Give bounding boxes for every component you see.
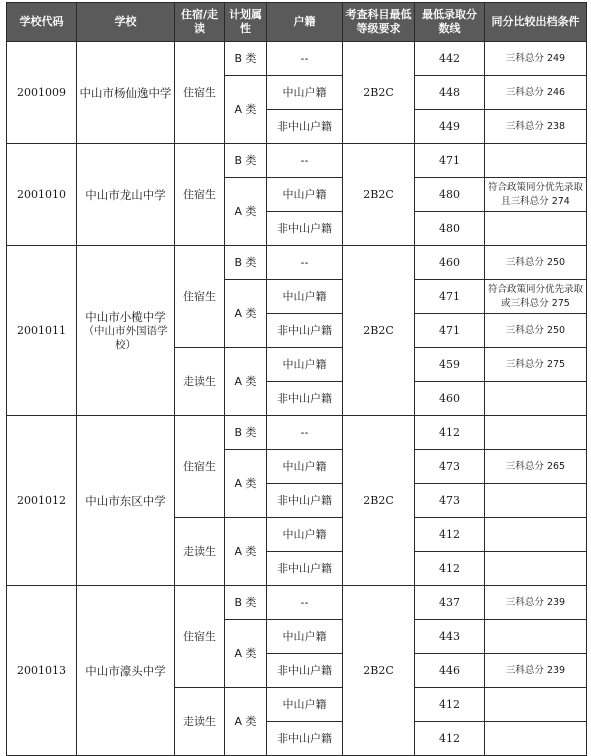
condition-cell: 符合政策同分优先录取或三科总分 275 xyxy=(485,280,587,314)
header-hukou: 户籍 xyxy=(267,3,343,42)
school-name-cell xyxy=(77,144,175,246)
condition-cell: 三科总分 238 xyxy=(485,110,587,144)
hukou-cell: 非中山户籍 xyxy=(267,382,343,416)
condition-cell: 三科总分 239 xyxy=(485,654,587,688)
condition-cell xyxy=(485,688,587,722)
min-score-cell: 448 xyxy=(415,76,485,110)
school-name: 中山市龙山中学 xyxy=(85,187,166,202)
condition-cell xyxy=(485,620,587,654)
condition-cell: 三科总分 250 xyxy=(485,246,587,280)
hukou-cell: 中山户籍 xyxy=(267,280,343,314)
requirement-cell: 2B2C xyxy=(343,416,415,586)
condition-cell: 三科总分 265 xyxy=(485,450,587,484)
hukou-cell: -- xyxy=(267,416,343,450)
min-score-cell: 449 xyxy=(415,110,485,144)
plan-type-cell: A 类 xyxy=(225,348,267,416)
header-school: 学校 xyxy=(77,3,175,42)
boarding-type-cell: 住宿生 xyxy=(175,416,225,518)
hukou-cell: 非中山户籍 xyxy=(267,314,343,348)
hukou-cell: 非中山户籍 xyxy=(267,212,343,246)
table-body xyxy=(7,42,587,756)
plan-type-cell: A 类 xyxy=(225,688,267,756)
min-score-cell: 480 xyxy=(415,178,485,212)
hukou-cell: 中山户籍 xyxy=(267,688,343,722)
table-row xyxy=(7,586,587,620)
plan-type-cell: B 类 xyxy=(225,416,267,450)
school-name: 中山市杨仙逸中学 xyxy=(79,85,172,100)
hukou-cell: 中山户籍 xyxy=(267,348,343,382)
min-score-cell: 412 xyxy=(415,416,485,450)
requirement-cell: 2B2C xyxy=(343,586,415,756)
boarding-type-cell: 住宿生 xyxy=(175,246,225,348)
min-score-cell: 460 xyxy=(415,246,485,280)
condition-cell xyxy=(485,212,587,246)
min-score-cell: 459 xyxy=(415,348,485,382)
condition-cell: 三科总分 249 xyxy=(485,42,587,76)
hukou-cell: -- xyxy=(267,586,343,620)
min-score-cell: 471 xyxy=(415,144,485,178)
school-name-cell xyxy=(77,42,175,144)
plan-type-cell: A 类 xyxy=(225,620,267,688)
hukou-cell: 中山户籍 xyxy=(267,620,343,654)
condition-cell: 符合政策同分优先录取且三科总分 274 xyxy=(485,178,587,212)
min-score-cell: 412 xyxy=(415,518,485,552)
min-score-cell: 446 xyxy=(415,654,485,688)
min-score-cell: 471 xyxy=(415,280,485,314)
school-note: （中山市外国语学校） xyxy=(83,324,168,351)
school-code-cell: 2001013 xyxy=(7,586,77,756)
plan-type-cell: B 类 xyxy=(225,246,267,280)
table-row xyxy=(7,42,587,76)
boarding-type-cell: 走读生 xyxy=(175,518,225,586)
hukou-cell: 非中山户籍 xyxy=(267,484,343,518)
condition-cell xyxy=(485,552,587,586)
plan-type-cell: B 类 xyxy=(225,144,267,178)
school-name: 中山市小榄中学 xyxy=(85,309,166,324)
hukou-cell: -- xyxy=(267,144,343,178)
table-row xyxy=(7,416,587,450)
hukou-cell: 非中山户籍 xyxy=(267,110,343,144)
plan-type-cell: A 类 xyxy=(225,450,267,518)
min-score-cell: 412 xyxy=(415,722,485,756)
requirement-cell: 2B2C xyxy=(343,42,415,144)
school-code-cell: 2001010 xyxy=(7,144,77,246)
boarding-type-cell: 住宿生 xyxy=(175,42,225,144)
school-code-cell: 2001011 xyxy=(7,246,77,416)
condition-cell xyxy=(485,416,587,450)
plan-type-cell: A 类 xyxy=(225,76,267,144)
boarding-type-cell: 走读生 xyxy=(175,688,225,756)
header-condition: 同分比较出档条件 xyxy=(485,3,587,42)
table-row xyxy=(7,144,587,178)
header-requirement: 考查科目最低等级要求 xyxy=(343,3,415,42)
hukou-cell: 中山户籍 xyxy=(267,518,343,552)
header-code: 学校代码 xyxy=(7,3,77,42)
min-score-cell: 480 xyxy=(415,212,485,246)
condition-cell: 三科总分 246 xyxy=(485,76,587,110)
min-score-cell: 412 xyxy=(415,552,485,586)
school-name: 中山市东区中学 xyxy=(85,493,166,508)
boarding-type-cell: 住宿生 xyxy=(175,144,225,246)
condition-cell: 三科总分 275 xyxy=(485,348,587,382)
hukou-cell: 非中山户籍 xyxy=(267,552,343,586)
hukou-cell: 中山户籍 xyxy=(267,450,343,484)
school-name-cell xyxy=(77,586,175,756)
min-score-cell: 473 xyxy=(415,450,485,484)
boarding-type-cell: 走读生 xyxy=(175,348,225,416)
school-code-cell: 2001009 xyxy=(7,42,77,144)
hukou-cell: 非中山户籍 xyxy=(267,722,343,756)
header-boarding: 住宿/走读 xyxy=(175,3,225,42)
hukou-cell: 中山户籍 xyxy=(267,76,343,110)
condition-cell xyxy=(485,722,587,756)
min-score-cell: 460 xyxy=(415,382,485,416)
min-score-cell: 443 xyxy=(415,620,485,654)
condition-cell xyxy=(485,382,587,416)
hukou-cell: 中山户籍 xyxy=(267,178,343,212)
min-score-cell: 473 xyxy=(415,484,485,518)
school-name: 中山市濠头中学 xyxy=(85,663,166,678)
min-score-cell: 412 xyxy=(415,688,485,722)
header-min-score: 最低录取分数线 xyxy=(415,3,485,42)
min-score-cell: 442 xyxy=(415,42,485,76)
condition-cell xyxy=(485,484,587,518)
hukou-cell: -- xyxy=(267,246,343,280)
plan-type-cell: A 类 xyxy=(225,178,267,246)
min-score-cell: 437 xyxy=(415,586,485,620)
plan-type-cell: A 类 xyxy=(225,280,267,348)
plan-type-cell: B 类 xyxy=(225,42,267,76)
school-name-cell xyxy=(77,416,175,586)
header-plan: 计划属性 xyxy=(225,3,267,42)
plan-type-cell: A 类 xyxy=(225,518,267,586)
boarding-type-cell: 住宿生 xyxy=(175,586,225,688)
admission-score-table xyxy=(6,2,587,756)
condition-cell xyxy=(485,144,587,178)
min-score-cell: 471 xyxy=(415,314,485,348)
condition-cell: 三科总分 250 xyxy=(485,314,587,348)
header-row xyxy=(7,3,587,42)
school-code-cell: 2001012 xyxy=(7,416,77,586)
condition-cell xyxy=(485,518,587,552)
plan-type-cell: B 类 xyxy=(225,586,267,620)
school-name-cell xyxy=(77,246,175,416)
table-row xyxy=(7,246,587,280)
condition-cell: 三科总分 239 xyxy=(485,586,587,620)
requirement-cell: 2B2C xyxy=(343,144,415,246)
hukou-cell: -- xyxy=(267,42,343,76)
hukou-cell: 非中山户籍 xyxy=(267,654,343,688)
requirement-cell: 2B2C xyxy=(343,246,415,416)
